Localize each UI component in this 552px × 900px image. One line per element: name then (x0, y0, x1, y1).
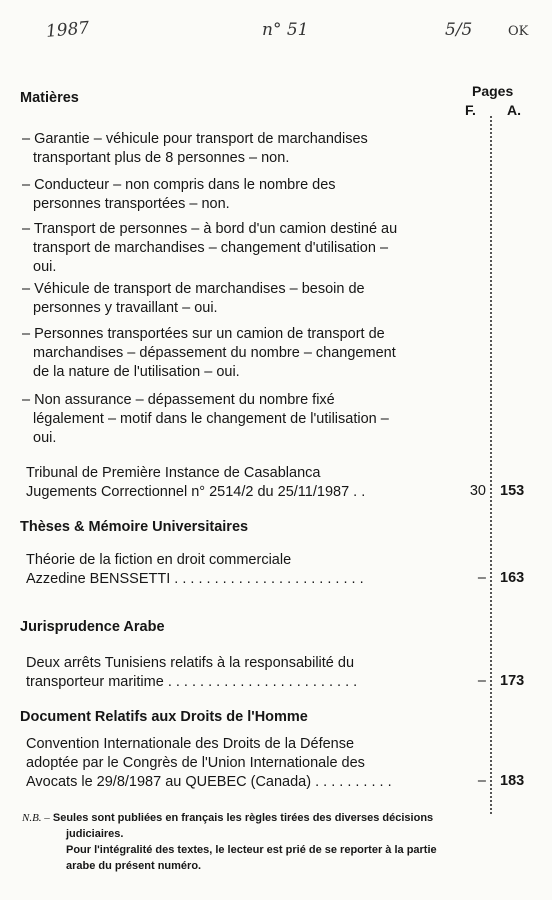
jurisprudence-entry: Deux arrêts Tunisiens relatifs à la responsabilité du transporteur maritime . . . . . . . . . . . . . . . . . . . . . . . . (26, 655, 358, 690)
entry-line: légalement – motif dans le changement de l'utilisation – (33, 411, 389, 427)
entry-line: personnes y travaillant – oui. (33, 300, 218, 316)
entry-line: – Personnes transportées sur un camion de transport de (22, 326, 385, 342)
section-title-document: Document Relatifs aux Droits de l'Homme (20, 709, 308, 725)
note-line: judiciaires. (66, 828, 124, 840)
section-title-jurisprudence: Jurisprudence Arabe (20, 619, 165, 635)
entry-line: – Non assurance – dépassement du nombre fixé (22, 392, 335, 408)
entry-line: oui. (33, 430, 57, 446)
note-line: Pour l'intégralité des textes, le lecteur est prié de se reporter à la partie (66, 844, 437, 856)
matiere-entry (22, 280, 442, 318)
page-f-convention: – (477, 773, 486, 789)
entry-line: de la nature de l'utilisation – oui. (33, 364, 240, 380)
section-title-matieres: Matières (20, 90, 79, 106)
french-pages-header: F. (465, 102, 476, 118)
note-line: Seules sont publiées en français les règles tirées des diverses décisions (52, 812, 434, 824)
page-a-jurisprudence: 173 (500, 673, 525, 689)
entry-line: marchandises – dépassement du nombre – changement (33, 345, 396, 361)
entry-line: transportant plus de 8 personnes – non. (33, 150, 290, 166)
page-a-tribunal: 153 (500, 483, 525, 499)
entry-line: – Conducteur – non compris dans le nombre des (22, 177, 336, 193)
convention-entry: Convention Internationale des Droits de la Défense adoptée par le Congrès de l'Union Internationale des Avocats le 29/8/1987 au QUEBEC (Canada) . . . . . . . . . . (26, 736, 392, 790)
tribunal-reference: Tribunal de Première Instance de Casablanca Jugements Correctionnel n° 2514/2 du 25/11/1987 . . (26, 465, 366, 500)
arabic-pages-header: A. (507, 102, 521, 118)
page-f-jurisprudence: – (477, 673, 486, 689)
entry-line: oui. (33, 259, 57, 275)
page-a-convention: 183 (500, 773, 525, 789)
editorial-note (22, 810, 522, 874)
matiere-entry (22, 391, 442, 448)
entry-line: – Véhicule de transport de marchandises – besoin de (22, 281, 365, 297)
entry-line: personnes transportées – non. (33, 196, 230, 212)
pages-column-header: Pages (472, 83, 514, 99)
entry-line: transport de marchandises – changement d'utilisation – (33, 240, 389, 256)
entry-line: – Garantie – véhicule pour transport de marchandises (22, 131, 368, 147)
handwritten-number: n° 51 (262, 20, 309, 40)
dotted-column-separator (490, 116, 492, 814)
matiere-entry (22, 176, 442, 214)
matiere-entry (22, 325, 442, 382)
handwritten-year: 1987 (45, 18, 91, 42)
entry-line: – Transport de personnes – à bord d'un camion destiné au (22, 221, 398, 237)
handwritten-pages: 5/5 (445, 20, 473, 40)
matiere-entry (22, 130, 442, 168)
page-f-tribunal: 30 (469, 483, 486, 499)
matiere-entry (22, 220, 442, 277)
these-entry: Théorie de la fiction en droit commerciale Azzedine BENSSETTI . . . . . . . . . . . . . . . . . . . . . . . . (26, 552, 364, 587)
page-a-these: 163 (500, 570, 525, 586)
handwritten-ok: OK (508, 24, 529, 39)
note-label: N.B. – (22, 812, 50, 824)
note-line: arabe du présent numéro. (66, 860, 202, 872)
page-f-these: – (477, 570, 486, 586)
section-title-theses: Thèses & Mémoire Universitaires (20, 519, 249, 535)
